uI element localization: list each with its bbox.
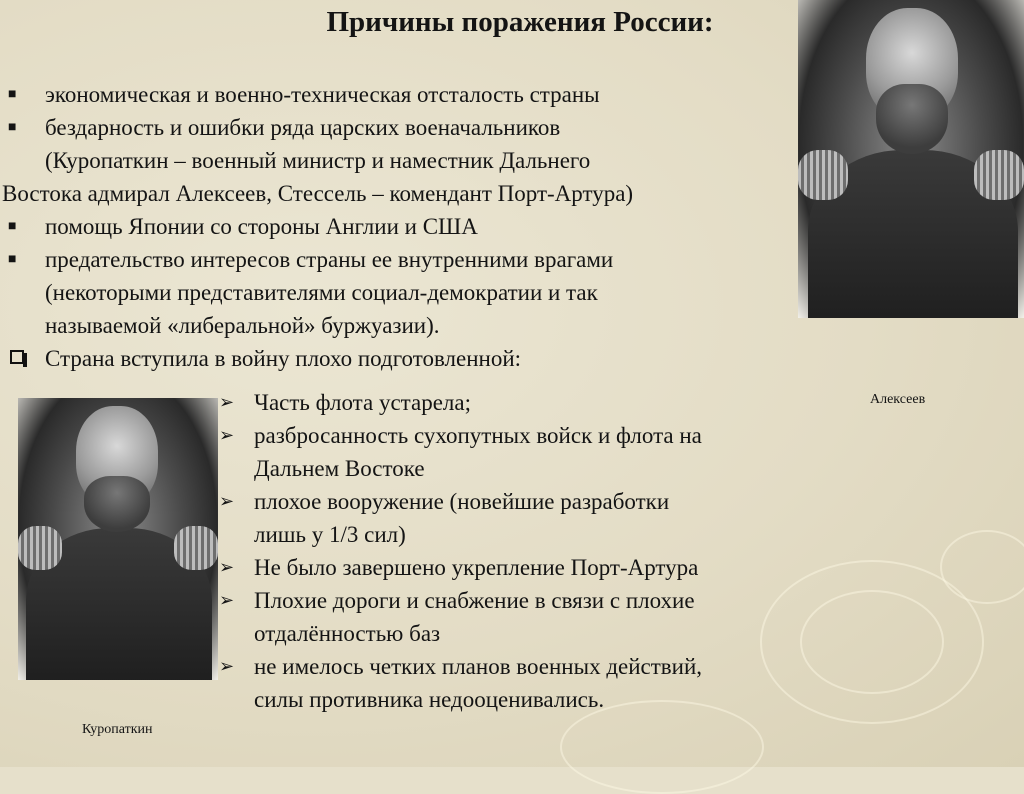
alekseev-caption: Алексеев — [870, 392, 926, 407]
list-item: ■ предательство интересов страны ее внутренними врагами — [0, 243, 633, 276]
kuropatkin-caption: Куропаткин — [82, 722, 153, 737]
list-item: ➢ плохое вооружение (новейшие разработки — [0, 485, 702, 518]
arrow-bullet-icon: ➢ — [219, 491, 235, 511]
arrow-bullet-icon: ➢ — [219, 656, 235, 676]
list-item: ➢ не имелось четких планов военных действий, — [0, 650, 702, 683]
square-bullet-icon: ■ — [8, 219, 17, 234]
arrow-bullet-icon: ➢ — [219, 590, 235, 610]
alekseev-portrait — [798, 0, 1024, 318]
epaulette-shape — [174, 526, 218, 570]
square-bullet-icon: ■ — [8, 120, 17, 135]
list-item-continuation: силы противника недооценивались. — [254, 687, 605, 712]
list-item: ➢ Часть флота устарела; — [0, 386, 702, 419]
list-item-continuation: (Куропаткин – военный министр и наместник Дальнего — [45, 148, 591, 173]
checkbox-bullet-icon — [10, 350, 24, 364]
epaulette-shape — [18, 526, 62, 570]
list-item: ➢ Не было завершено укрепление Порт-Артура — [0, 551, 702, 584]
list-item: ■ бездарность и ошибки ряда царских военачальников — [0, 111, 633, 144]
section-heading: Страна вступила в войну плохо подготовленной: — [0, 342, 633, 375]
slide-title: Причины поражения России: — [326, 6, 714, 38]
list-item-continuation: Востока адмирал Алексеев, Стессель – комендант Порт-Артура) — [2, 181, 634, 206]
list-item: ➢ разбросанность сухопутных войск и флота на — [0, 419, 702, 452]
list-item: ■ помощь Японии со стороны Англии и США — [0, 210, 633, 243]
square-bullet-icon: ■ — [8, 252, 17, 267]
beard-shape — [84, 476, 150, 532]
list-item: ■ экономическая и военно-техническая отсталость страны — [0, 78, 633, 111]
arrow-bullet-icon: ➢ — [219, 425, 235, 445]
list-item-continuation: отдалённостью баз — [254, 621, 441, 646]
beard-shape — [876, 84, 948, 154]
list-item-continuation: называемой «либеральной» буржуазии). — [45, 313, 440, 338]
list-item-continuation: (некоторыми представителями социал-демократии и так — [45, 280, 598, 305]
causes-list — [0, 78, 633, 375]
epaulette-shape — [798, 150, 848, 200]
decorative-swirl — [800, 590, 944, 694]
kuropatkin-portrait — [18, 398, 218, 680]
arrow-bullet-icon: ➢ — [219, 392, 235, 412]
square-bullet-icon: ■ — [8, 87, 17, 102]
list-item-continuation: лишь у 1/3 сил) — [254, 522, 406, 547]
list-item: ➢ Плохие дороги и снабжение в связи с плохие — [0, 584, 702, 617]
list-item-continuation: Дальнем Востоке — [254, 456, 425, 481]
arrow-bullet-icon: ➢ — [219, 557, 235, 577]
decorative-swirl — [940, 530, 1024, 604]
epaulette-shape — [974, 150, 1024, 200]
